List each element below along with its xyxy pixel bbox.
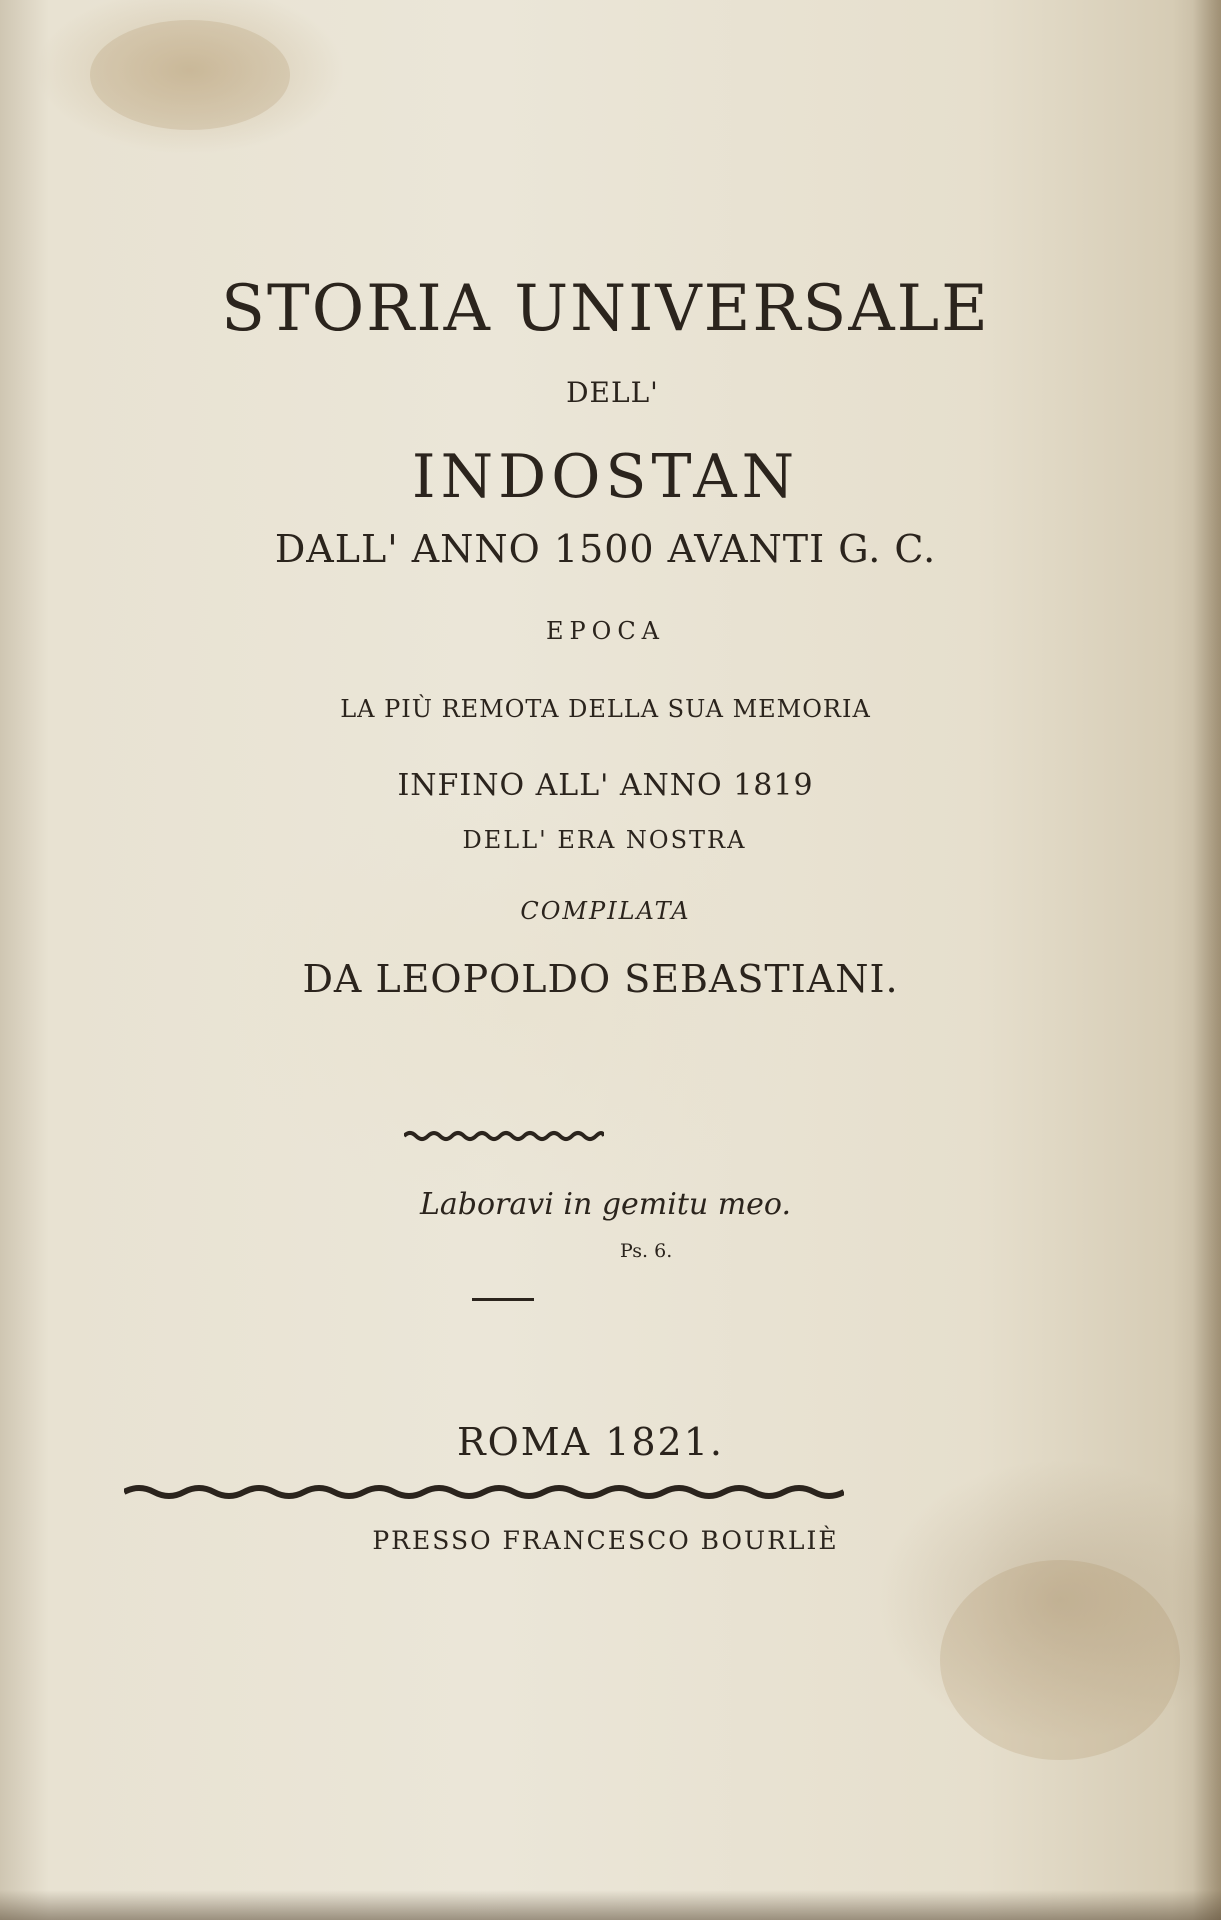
title-connector: DELL' bbox=[566, 376, 659, 409]
compiled-label: COMPILATA bbox=[520, 897, 691, 925]
end-year-line: INFINO ALL' ANNO 1819 bbox=[397, 768, 814, 803]
era-line: DELL' ERA NOSTRA bbox=[462, 826, 747, 854]
short-rule bbox=[472, 1298, 534, 1301]
start-year-line: DALL' ANNO 1500 AVANTI G. C. bbox=[274, 527, 937, 571]
epigraph-source: Ps. 6. bbox=[620, 1240, 673, 1262]
imprint-place-year: ROMA 1821. bbox=[457, 1420, 724, 1464]
remote-memory-line: LA PIÙ REMOTA DELLA SUA MEMORIA bbox=[340, 695, 871, 723]
epoca-line: EPOCA bbox=[545, 617, 666, 645]
page-edge-shadow bbox=[0, 1890, 1221, 1920]
wavy-divider-long bbox=[124, 1482, 844, 1502]
foxing-stain bbox=[940, 1560, 1180, 1760]
book-subject: INDOSTAN bbox=[411, 442, 800, 512]
publisher-line: PRESSO FRANCESCO BOURLIÈ bbox=[372, 1526, 839, 1555]
wavy-divider-short bbox=[404, 1128, 604, 1144]
author-line: DA LEOPOLDO SEBASTIANI. bbox=[302, 957, 899, 1001]
foxing-stain bbox=[90, 20, 290, 130]
epigraph: Laboravi in gemitu meo. bbox=[419, 1187, 791, 1222]
book-title: STORIA UNIVERSALE bbox=[221, 272, 990, 346]
